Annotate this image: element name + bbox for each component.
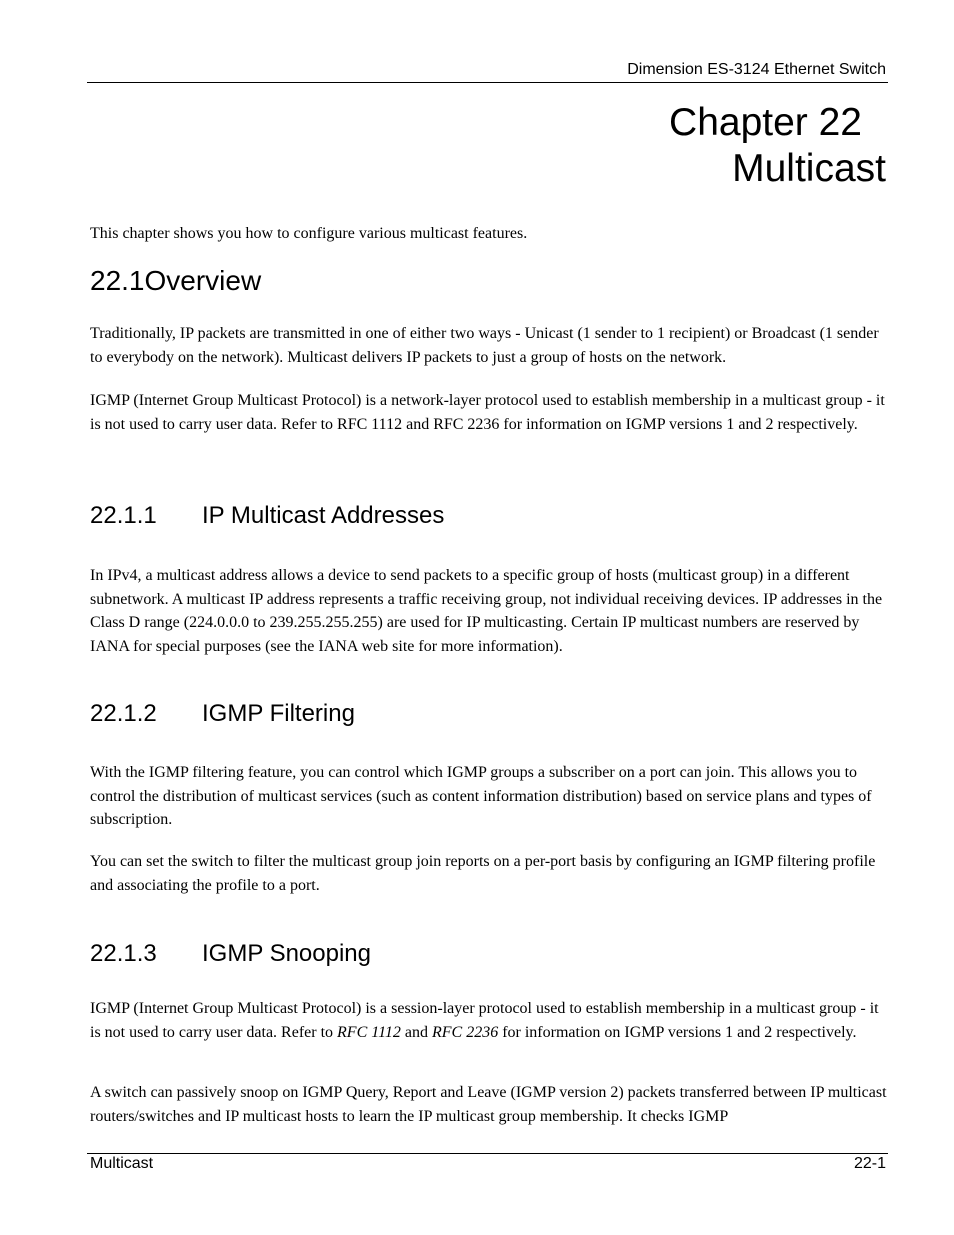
text-run: for information on IGMP versions 1 and 2 respectively. bbox=[498, 1023, 857, 1041]
page-number: 22-1 bbox=[853, 1155, 886, 1172]
ip-multicast-paragraph: In IPv4, a multicast address allows a device to send packets to a specific group of hosts (multicast group) in a different subnetwork. A multicast IP address represents a traffic receiving group, not individual receiving devices. IP addresses in the Class D range (224.0.0.0 to 239.255.255.255) are used for IP multicasting. Certain IP multicast numbers are reserved by IANA for special purposes (see the IANA web site for more information). bbox=[90, 567, 883, 655]
igmp-filtering-paragraph-2: You can set the switch to filter the multicast group join reports on a per-port basis by configuring an IGMP filtering profile and associating the profile to a port. bbox=[90, 853, 876, 894]
section-igmp-snooping-heading bbox=[90, 940, 371, 968]
section-number: 22.1.1 bbox=[90, 502, 157, 529]
header-rule bbox=[87, 82, 888, 83]
text-run: IGMP (Internet Group Multicast Protocol) is a session-layer protocol used to establish membership in a multicast group - it is not used to carry user data. Refer to bbox=[90, 1000, 879, 1041]
footer-rule bbox=[87, 1153, 888, 1154]
section-ip-multicast-heading bbox=[90, 502, 444, 530]
section-number: 22.1.3 bbox=[90, 940, 157, 967]
chapter-number: Chapter 22 bbox=[669, 101, 862, 144]
chapter-name: Multicast bbox=[732, 147, 886, 190]
running-header: Dimension ES-3124 Ethernet Switch bbox=[627, 61, 886, 78]
rfc-reference: RFC 2236 bbox=[431, 1023, 499, 1041]
section-title: IGMP Filtering bbox=[202, 700, 355, 727]
igmp-filtering-paragraph-1: With the IGMP filtering feature, you can control which IGMP groups a subscriber on a port can join. This allows you to control the distribution of multicast services (such as content information distribution) based on service plans and types of subscription. bbox=[90, 764, 872, 828]
text-run: and bbox=[400, 1023, 432, 1041]
section-igmp-filtering-heading bbox=[90, 700, 355, 728]
chapter-title bbox=[669, 100, 886, 192]
igmp-snooping-paragraph-1 bbox=[90, 997, 888, 1044]
section-number: 22.1.2 bbox=[90, 700, 157, 727]
footer-section: Multicast bbox=[90, 1155, 154, 1172]
section-title: IGMP Snooping bbox=[202, 940, 371, 967]
section-title: IP Multicast Addresses bbox=[202, 502, 445, 529]
igmp-snooping-paragraph-2: A switch can passively snoop on IGMP Query, Report and Leave (IGMP version 2) packets transferred between IP multicast routers/switches and IP multicast hosts to learn the IP multicast group membership. It checks IGMP bbox=[90, 1084, 887, 1125]
rfc-reference: RFC 1112 bbox=[337, 1023, 401, 1041]
overview-heading: 22.1Overview bbox=[90, 265, 262, 296]
overview-paragraph-2: IGMP (Internet Group Multicast Protocol) is a network-layer protocol used to establish membership in a multicast group - it is not used to carry user data. Refer to RFC 1112 and RFC 2236 for information on IGMP versions 1 and 2 respectively. bbox=[90, 392, 885, 433]
overview-paragraph-1: Traditionally, IP packets are transmitted in one of either two ways - Unicast (1 sender to 1 recipient) or Broadcast (1 sender to everybody on the network). Multicast delivers IP packets to just a group of hosts on the network. bbox=[90, 325, 879, 366]
intro-paragraph: This chapter shows you how to configure various multicast features. bbox=[90, 225, 528, 242]
